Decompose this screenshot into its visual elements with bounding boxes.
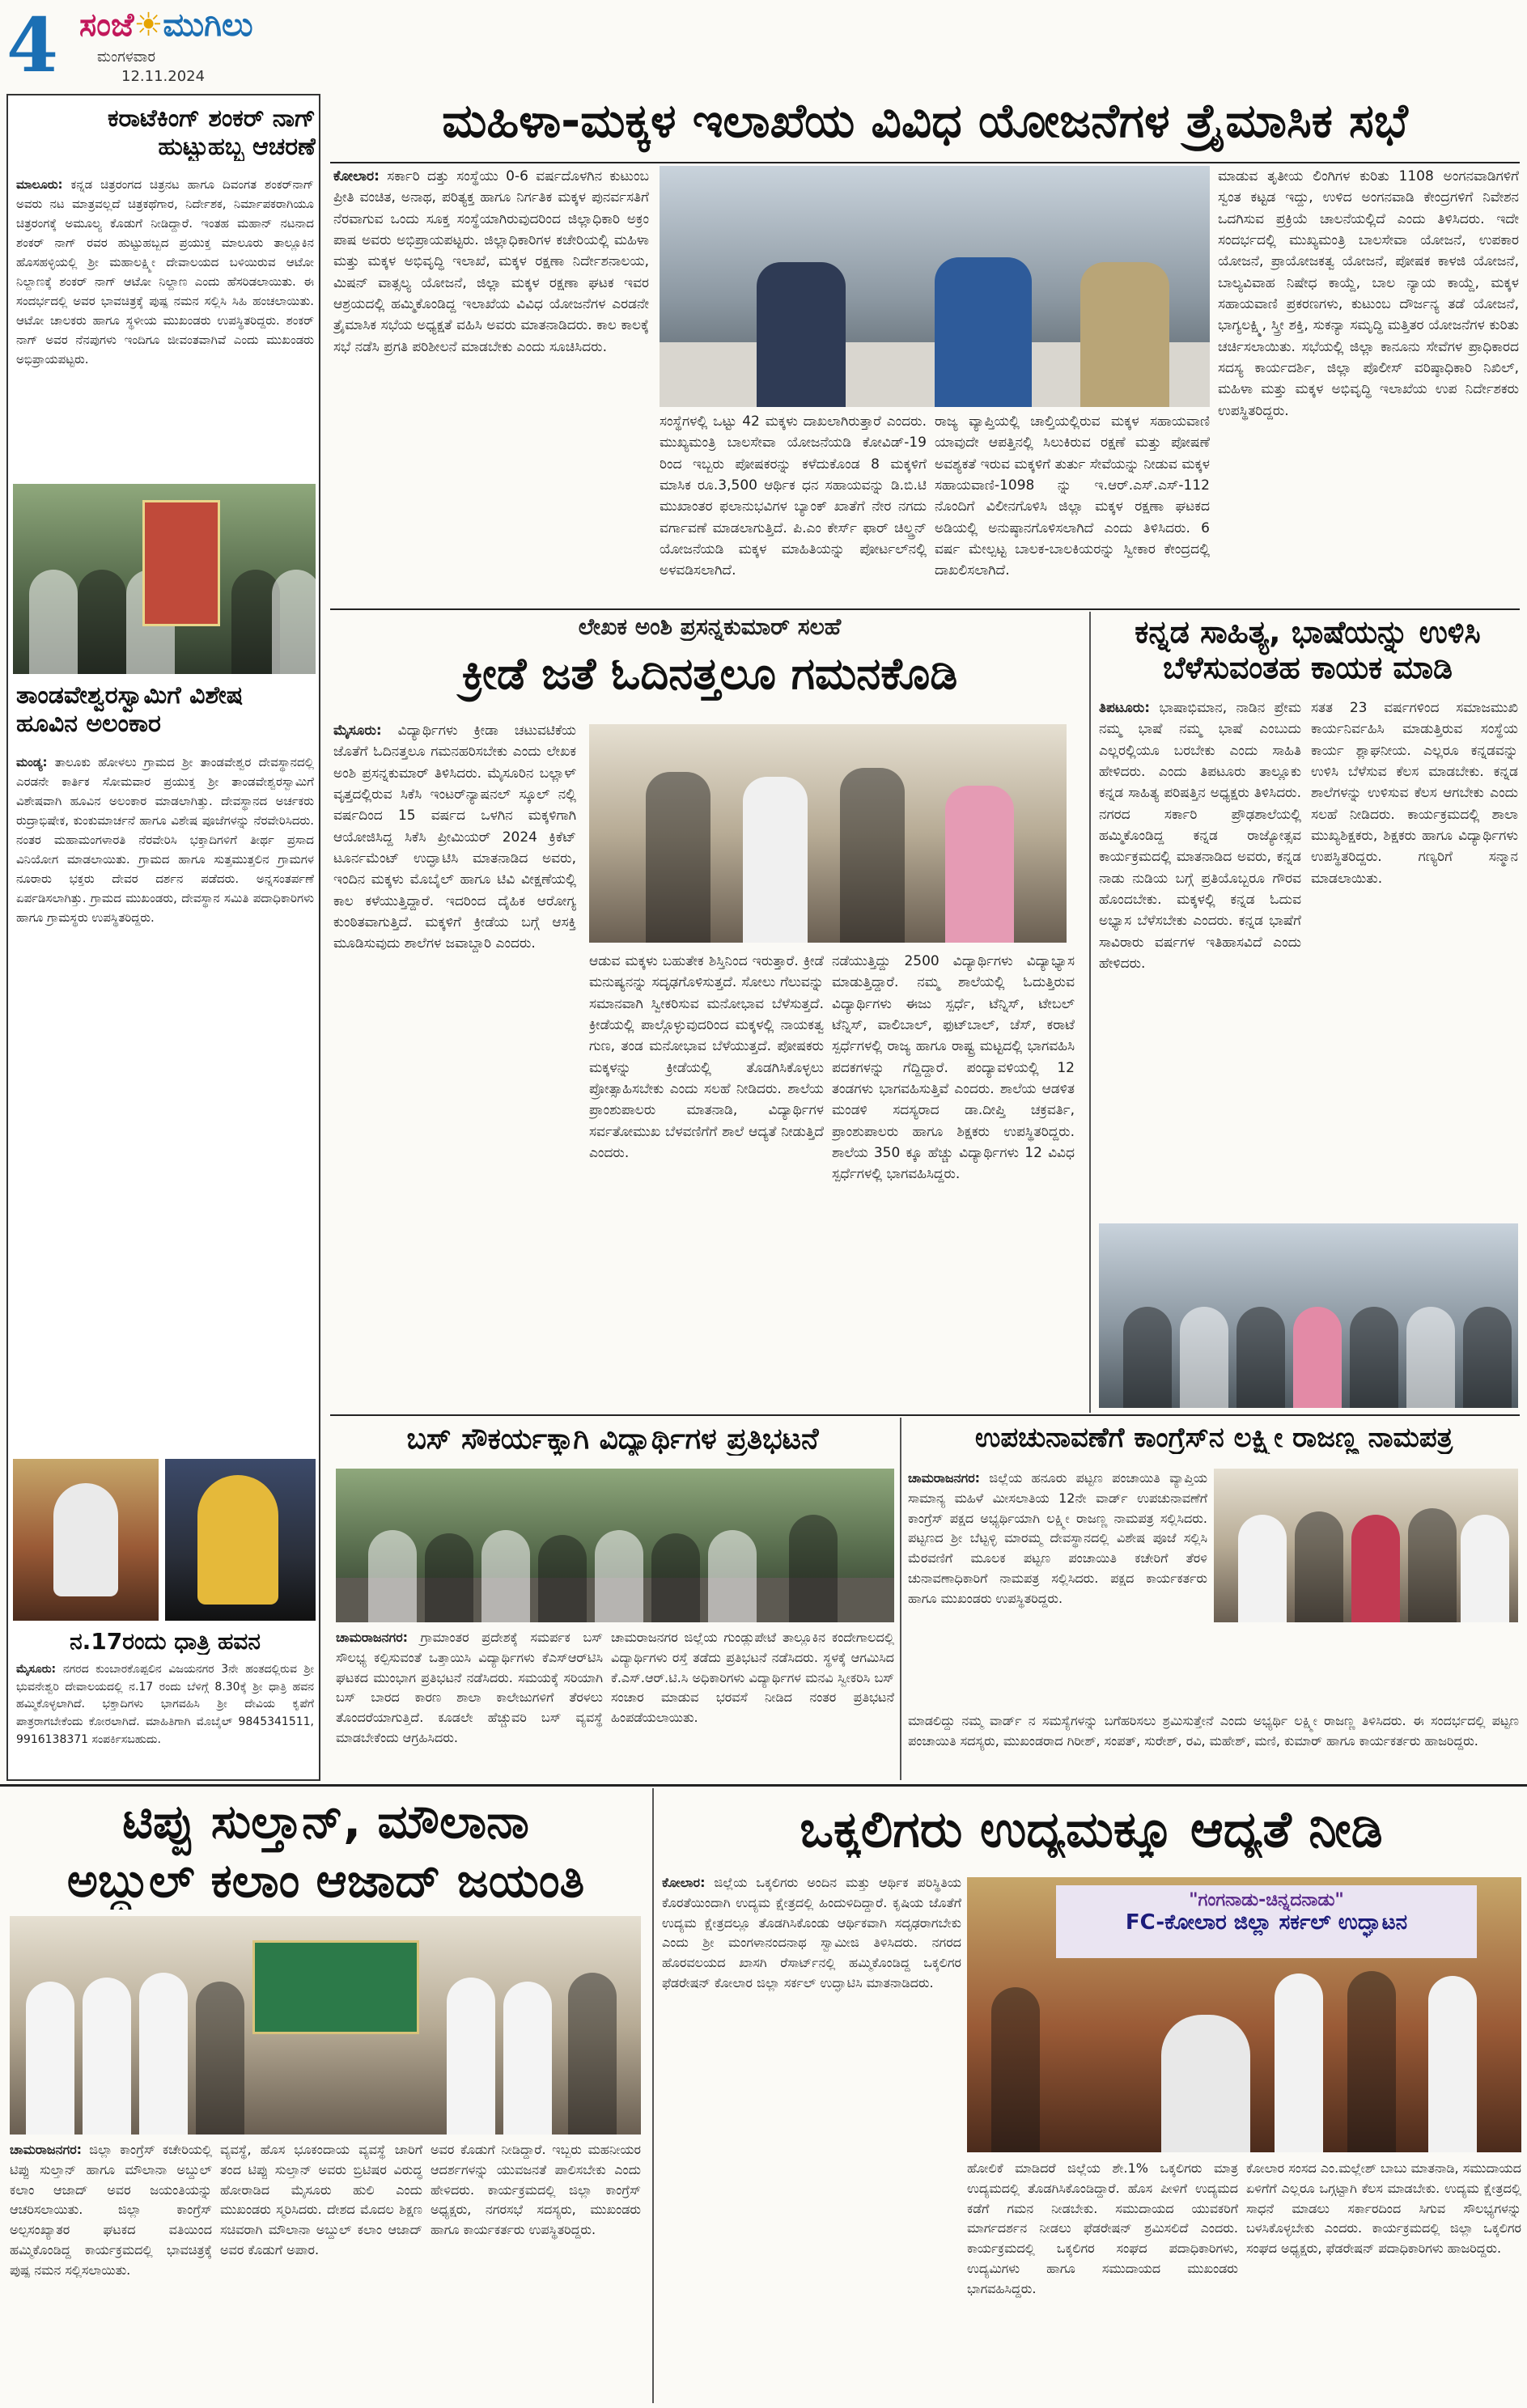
dateline: ಚಾಮರಾಜನಗರ: bbox=[10, 2142, 83, 2157]
kannada-headline bbox=[1097, 615, 1518, 685]
shankarnag-photo bbox=[13, 484, 316, 674]
dhatri-havana-headline: ನ.17ರಂದು ಧಾತ್ರಿ ಹವನ bbox=[70, 1629, 261, 1655]
column-separator bbox=[1089, 612, 1091, 1413]
top-story-col4: ಮಾಡುವ ತೃತೀಯ ಲಿಂಗಿಗಳ ಕುರಿತು 1108 ಅಂಗನವಾಡಿಗಳಿಗೆ ಸ್ವಂತ ಕಟ್ಟಡ ಇದ್ದು, ಉಳಿದ ಅಂಗನವಾಡಿ ಕೇಂದ್ರಗಳಿಗೆ ನಿವೇಶನ ಒದಗಿಸುವ ಪ್ರಕ್ರಿಯೆ ಚಾಲನೆಯಲ್ಲಿದೆ ಎಂದು ತಿಳಿಸಿದರು. ಇದೇ ಸಂದರ್ಭದಲ್ಲಿ ಮುಖ್ಯಮಂತ್ರಿ ಬಾಲಸೇವಾ ಯೋಜನೆ, ಉಪಕಾರ ಯೋಜನೆ, ಪ್ರಾಯೋಜಕತ್ವ ಯೋಜನೆ, ಪೋಷಕ ಕಾಳಜಿ ಯೋಜನೆ, ಬಾಲ್ಯವಿವಾಹ ನಿಷೇಧ ಕಾಯ್ದೆ, ಬಾಲ ನ್ಯಾಯ ಕಾಯ್ದೆ, ಮಕ್ಕಳ ಸಹಾಯವಾಣಿ ಪ್ರಕರಣಗಳು, ಕುಟುಂಬ ದೌರ್ಜನ್ಯ ತಡೆ ಯೋಜನೆ, ಭಾಗ್ಯಲಕ್ಷ್ಮಿ, ಸ್ತ್ರೀ ಶಕ್ತಿ, ಸುಕನ್ಯಾ ಸಮೃದ್ಧಿ ಮತ್ತಿತರ ಯೋಜನೆಗಳ ಕುರಿತು ಚರ್ಚಿಸಲಾಯಿತು. ಸಭೆಯಲ್ಲಿ ಜಿಲ್ಲಾ ಕಾನೂನು ಸೇವೆಗಳ ಪ್ರಾಧಿಕಾರದ ಸದಸ್ಯ ಕಾರ್ಯದರ್ಶಿ, ಜಿಲ್ಲಾ ಪೊಲೀಸ್ ವರಿಷ್ಠಾಧಿಕಾರಿ ನಿಖಿಲ್, ಮಹಿಳಾ ಮತ್ತು ಮಕ್ಕಳ ಅಭಿವೃದ್ಧಿ ಇಲಾಖೆಯ ಉಪ ನಿರ್ದೇಶಕರು ಉಪಸ್ಥಿತರಿದ್ದರು. bbox=[1218, 168, 1519, 419]
article-body: ಜಿಲ್ಲೆಯ ಒಕ್ಕಲಿಗರು ಅಂದಿನ ಮತ್ತು ಆರ್ಥಿಕ ಪರಿಸ್ಥಿತಿಯ ಕೊರತೆಯಿಂದಾಗಿ ಉದ್ಯಮ ಕ್ಷೇತ್ರದಲ್ಲಿ ಹಿಂದುಳಿದಿದ್ದಾರೆ. ಕೃಷಿಯ ಜೊತೆಗೆ ಉದ್ಯಮ ಕ್ಷೇತ್ರದಲ್ಲೂ ತೊಡಗಿಸಿಕೊಂಡು ಆರ್ಥಿಕವಾಗಿ ಸದೃಢರಾಗಬೇಕು ಎಂದು ಶ್ರೀ ಮಂಗಳಾನಂದನಾಥ ಸ್ವಾಮೀಜಿ ತಿಳಿಸಿದರು. ನಗರದ ಹೊರವಲಯದ ಖಾಸಗಿ ರೆಸಾರ್ಟ್‌ನಲ್ಲಿ ಹಮ್ಮಿಕೊಂಡಿದ್ದ ಒಕ್ಕಲಿಗರ ಫೆಡರೇಷನ್ ಕೋಲಾರ ಜಿಲ್ಲಾ ಸರ್ಕಲ್ ಉದ್ಘಾಟಿಸಿ ಮಾತನಾಡಿದರು. bbox=[662, 1875, 961, 1990]
bus-col1 bbox=[336, 1628, 603, 1778]
article-body: ಭಾಷಾಭಿಮಾನ, ನಾಡಿನ ಪ್ರೇಮ ನಮ್ಮ ಭಾಷೆ ನಮ್ಮ ಭಾಷೆ ಎಂಬುದು ಎಲ್ಲರಲ್ಲಿಯೂ ಬರಬೇಕು ಎಂದು ಸಾಹಿತಿ ಹೇಳಿದರು. ಎಂದು ತಿಪಟೂರು ತಾಲ್ಲೂಕು ಕನ್ನಡ ಸಾಹಿತ್ಯ ಪರಿಷತ್ತಿನ ಅಧ್ಯಕ್ಷರು ತಿಳಿಸಿದರು. ನಗರದ ಸರ್ಕಾರಿ ಪ್ರೌಢಶಾಲೆಯಲ್ಲಿ ಹಮ್ಮಿಕೊಂಡಿದ್ದ ಕನ್ನಡ ರಾಜ್ಯೋತ್ಸವ ಕಾರ್ಯಕ್ರಮದಲ್ಲಿ ಮಾತನಾಡಿದ ಅವರು, ಕನ್ನಡ ನಾಡು ನುಡಿಯ ಬಗ್ಗೆ ಪ್ರತಿಯೊಬ್ಬರೂ ಗೌರವ ಹೊಂದಬೇಕು. ಮಕ್ಕಳಲ್ಲಿ ಕನ್ನಡ ಓದುವ ಅಭ್ಯಾಸ ಬೆಳೆಸಬೇಕು ಎಂದರು. ಕನ್ನಡ ಭಾಷೆಗೆ ಸಾವಿರಾರು ವರ್ಷಗಳ ಇತಿಹಾಸವಿದೆ ಎಂದು ಹೇಳಿದರು. bbox=[1099, 700, 1301, 973]
article-body: ಕನ್ನಡ ಚಿತ್ರರಂಗದ ಚಿತ್ರನಟ ಹಾಗೂ ದಿವಂಗತ ಶಂಕರ್‌ನಾಗ್ ಅವರು ನಟ ಮಾತ್ರವಲ್ಲದೆ ಚಿತ್ರಕಥೆಗಾರ, ನಿರ್ದೇಶಕ, ನಿರ್ಮಾಪಕರಾಗಿಯೂ ಚಿತ್ರರಂಗಕ್ಕೆ ಅಮೂಲ್ಯ ಕೊಡುಗೆ ನೀಡಿದ್ದಾರೆ. ಇಂತಹ ಮಹಾನ್ ನಟನಾದ ಶಂಕರ್ ನಾಗ್ ರವರ ಹುಟ್ಟುಹಬ್ಬದ ಪ್ರಯುಕ್ತ ಮಾಲೂರು ತಾಲ್ಲೂಕಿನ ಹೊಸಹಳ್ಳಿಯಲ್ಲಿ ಶ್ರೀ ಮಹಾಲಕ್ಷ್ಮೀ ದೇವಾಲಯದ ಬಳಿಯಿರುವ ಆಟೋ ನಿಲ್ದಾಣಕ್ಕೆ ಶಂಕರ್ ನಾಗ್ ಆಟೋ ನಿಲ್ದಾಣ ಎಂದು ಹೆಸರಿಡಲಾಯಿತು. ಈ ಸಂದರ್ಭದಲ್ಲಿ ಅವರ ಭಾವಚಿತ್ರಕ್ಕೆ ಪುಷ್ಪ ನಮನ ಸಲ್ಲಿಸಿ ಸಿಹಿ ಹಂಚಲಾಯಿತು. ಆಟೋ ಚಾಲಕರು ಹಾಗೂ ಸ್ಥಳೀಯ ಮುಖಂಡರು ಉಪಸ್ಥಿತರಿದ್ದರು. ಶಂಕರ್ ನಾಗ್ ಅವರ ನೆನಪುಗಳು ಇಂದಿಗೂ ಜೀವಂತವಾಗಿವೆ ಎಂದು ಮುಖಂಡರು ಅಭಿಪ್ರಾಯಪಟ್ಟರು. bbox=[16, 177, 314, 367]
headline-line2: ಹುಟ್ಟುಹಬ್ಬ ಆಚರಣೆ bbox=[158, 132, 316, 161]
bus-headline: ಬಸ್ ಸೌಕರ್ಯಕ್ಕಾಗಿ ವಿದ್ಯಾರ್ಥಿಗಳ ಪ್ರತಿಭಟನೆ bbox=[406, 1422, 819, 1456]
dateline: ಮೈಸೂರು: bbox=[16, 1663, 57, 1676]
left-column bbox=[6, 94, 320, 1781]
congress-headline: ಉಪಚುನಾವಣೆಗೆ ಕಾಂಗ್ರೆಸ್‌ನ ಲಕ್ಷ್ಮೀ ರಾಜಣ್ಣ ನಾಮಪತ್ರ bbox=[974, 1422, 1453, 1454]
tippu-col2: ವ್ಯವಸ್ಥೆ, ಹೊಸ ಭೂಕಂದಾಯ ವ್ಯವಸ್ಥೆ ಜಾರಿಗೆ ತಂದ ಟಿಪ್ಪು ಸುಲ್ತಾನ್ ಅವರು ಬ್ರಿಟಿಷರ ವಿರುದ್ಧ ಹೋರಾಡಿದ ಮೈಸೂರು ಹುಲಿ ಎಂದು ಮುಖಂಡರು ಸ್ಮರಿಸಿದರು. ದೇಶದ ಮೊದಲ ಶಿಕ್ಷಣ ಸಚಿವರಾಗಿ ಮೌಲಾನಾ ಅಬ್ದುಲ್ ಕಲಾಂ ಆಜಾದ್ ಅವರ ಕೊಡುಗೆ ಅಪಾರ. bbox=[220, 2142, 422, 2258]
tandaveshwara-article bbox=[16, 752, 314, 1452]
weekday: ಮಂಗಳವಾರ bbox=[97, 49, 156, 66]
nomination-photo bbox=[1214, 1469, 1518, 1622]
article-body: ಸರ್ಕಾರಿ ದತ್ತು ಸಂಸ್ಥೆಯು 0-6 ವರ್ಷದೊಳಗಿನ ಕುಟುಂಬ ಪ್ರೀತಿ ವಂಚಿತ, ಅನಾಥ, ಪರಿತ್ಯಕ್ತ ಹಾಗೂ ನಿರ್ಗತಿಕ ಮಕ್ಕಳ ಪುನರ್ವಸತಿಗೆ ನೆರವಾಗುವ ಒಂದು ಸೂಕ್ತ ಸಂಸ್ಥೆಯಾಗಿರುವುದರಿಂದ ಜಿಲ್ಲಾಧಿಕಾರಿ ಅಕ್ರಂ ಪಾಷ ಅವರು ಅಭಿಪ್ರಾಯಪಟ್ಟರು. ಜಿಲ್ಲಾಧಿಕಾರಿಗಳ ಕಚೇರಿಯಲ್ಲಿ ಮಹಿಳಾ ಮತ್ತು ಮಕ್ಕಳ ಅಭಿವೃದ್ಧಿ ಇಲಾಖೆ, ಮಕ್ಕಳ ರಕ್ಷಣಾ ನಿರ್ದೇಶನಾಲಯ, ಮಿಷನ್ ವಾತ್ಸಲ್ಯ ಯೋಜನೆ, ಜಿಲ್ಲಾ ಮಕ್ಕಳ ರಕ್ಷಣಾ ಘಟಕ ಇವರ ಆಶ್ರಯದಲ್ಲಿ ಹಮ್ಮಿಕೊಂಡಿದ್ದ ಇಲಾಖೆಯ ವಿವಿಧ ಯೋಜನೆಗಳ ಎರಡನೇ ತ್ರೈಮಾಸಿಕ ಸಭೆಯ ಅಧ್ಯಕ್ಷತೆ ವಹಿಸಿ ಅವರು ಮಾತನಾಡಿದರು. ಕಾಲ ಕಾಲಕ್ಕೆ ಸಭೆ ನಡೆಸಿ ಪ್ರಗತಿ ಪರಿಶೀಲನೆ ಮಾಡಬೇಕು ಎಂದು ಸೂಚಿಸಿದರು. bbox=[333, 168, 649, 355]
okkaliga-event-photo bbox=[967, 1877, 1521, 2152]
deity-photo-1 bbox=[13, 1459, 159, 1621]
sports-kicker: ಲೇಖಕ ಅಂಶಿ ಪ್ರಸನ್ನಕುಮಾರ್ ಸಲಹೆ bbox=[578, 613, 842, 640]
dateline: ಮಾಲೂರು: bbox=[16, 177, 63, 192]
section-divider bbox=[330, 1414, 1520, 1416]
headline-line1: ಟಿಪ್ಪು ಸುಲ್ತಾನ್, ಮೌಲಾನಾ bbox=[122, 1794, 529, 1849]
headline-line1: ಕನ್ನಡ ಸಾಹಿತ್ಯ, ಭಾಷೆಯನ್ನು ಉಳಿಸಿ bbox=[1135, 615, 1481, 650]
congress-col2: ಮಾಡಲಿದ್ದು ನಮ್ಮ ವಾರ್ಡ್ ನ ಸಮಸ್ಯೆಗಳನ್ನು ಬಗೆಹರಿಸಲು ಶ್ರಮಿಸುತ್ತೇನೆ ಎಂದು ಅಭ್ಯರ್ಥಿ ಲಕ್ಷ್ಮೀ ರಾಜಣ್ಣ ತಿಳಿಸಿದರು. ಈ ಸಂದರ್ಭದಲ್ಲಿ ಪಟ್ಟಣ ಪಂಚಾಯಿತಿ ಸದಸ್ಯರು, ಮುಖಂಡರಾದ ಗಿರೀಶ್, ಸಂಪತ್, ಸುರೇಶ್, ರವಿ, ಮಹೇಶ್, ಮಣಿ, ಕುಮಾರ್ ಹಾಗೂ ಕಾರ್ಯಕರ್ತರು ಹಾಜರಿದ್ದರು. bbox=[908, 1713, 1519, 1749]
section-divider bbox=[0, 1784, 1527, 1787]
okkaliga-col3: ಕೋಲಾರ ಸಂಸದ ಎಂ.ಮಲ್ಲೇಶ್ ಬಾಬು ಮಾತನಾಡಿ, ಸಮುದಾಯದ ಏಳಿಗೆಗೆ ಎಲ್ಲರೂ ಒಗ್ಗಟ್ಟಾಗಿ ಕೆಲಸ ಮಾಡಬೇಕು. ಉದ್ಯಮ ಕ್ಷೇತ್ರದಲ್ಲಿ ಸಾಧನೆ ಮಾಡಲು ಸರ್ಕಾರದಿಂದ ಸಿಗುವ ಸೌಲಭ್ಯಗಳನ್ನು ಬಳಸಿಕೊಳ್ಳಬೇಕು ಎಂದರು. ಕಾರ್ಯಕ್ರಮದಲ್ಲಿ ಜಿಲ್ಲಾ ಒಕ್ಕಲಿಗರ ಸಂಘದ ಅಧ್ಯಕ್ಷರು, ಫೆಡರೇಷನ್ ಪದಾಧಿಕಾರಿಗಳು ಹಾಜರಿದ್ದರು. bbox=[1246, 2160, 1521, 2257]
article-body: ಜಿಲ್ಲೆಯ ಹನೂರು ಪಟ್ಟಣ ಪಂಚಾಯಿತಿ ವ್ಯಾಪ್ತಿಯ ಸಾಮಾನ್ಯ ಮಹಿಳೆ ಮೀಸಲಾತಿಯ 12ನೇ ವಾರ್ಡ್ ಉಪಚುನಾವಣೆಗೆ ಕಾಂಗ್ರೆಸ್ ಪಕ್ಷದ ಅಭ್ಯರ್ಥಿಯಾಗಿ ಲಕ್ಷ್ಮೀ ರಾಜಣ್ಣ ನಾಮಪತ್ರ ಸಲ್ಲಿಸಿದರು. ಪಟ್ಟಣದ ಶ್ರೀ ಬೆಟ್ಟಳ್ಳಿ ಮಾರಮ್ಮ ದೇವಸ್ಥಾನದಲ್ಲಿ ವಿಶೇಷ ಪೂಜೆ ಸಲ್ಲಿಸಿ ಮೆರವಣಿಗೆ ಮೂಲಕ ಪಟ್ಟಣ ಪಂಚಾಯಿತಿ ಕಚೇರಿಗೆ ತೆರಳಿ ಚುನಾವಣಾಧಿಕಾರಿಗೆ ನಾಮಪತ್ರ ಸಲ್ಲಿಸಿದರು. ಪಕ್ಷದ ಕಾರ್ಯಕರ್ತರು ಹಾಗೂ ಮುಖಂಡರು ಉಪಸ್ಥಿತರಿದ್ದರು. bbox=[908, 1470, 1207, 1606]
dateline: ತಿಪಟೂರು: bbox=[1099, 700, 1151, 716]
brand-part1: ಸಂಜೆ bbox=[79, 6, 134, 44]
sports-headline: ಕ್ರೀಡೆ ಜತೆ ಓದಿನತ್ತಲೂ ಗಮನಕೊಡಿ bbox=[461, 649, 958, 699]
issue-date: 12.11.2024 bbox=[121, 68, 206, 85]
dateline: ಮಂಡ್ಯ: bbox=[16, 755, 48, 769]
headline-line1: ತಾಂಡವೇಶ್ವರಸ್ವಾಮಿಗೆ ವಿಶೇಷ bbox=[16, 682, 244, 710]
kannada-col1 bbox=[1099, 697, 1301, 1215]
top-story-col2: ಸಂಸ್ಥೆಗಳಲ್ಲಿ ಒಟ್ಟು 42 ಮಕ್ಕಳು ದಾಖಲಾಗಿರುತ್ತಾರೆ ಎಂದರು. ಮುಖ್ಯಮಂತ್ರಿ ಬಾಲಸೇವಾ ಯೋಜನೆಯಡಿ ಕೋವಿಡ್-19 ರಿಂದ ಇಬ್ಬರು ಪೋಷಕರನ್ನು ಕಳೆದುಕೊಂಡ 8 ಮಕ್ಕಳಿಗೆ ಮಾಸಿಕ ರೂ.3,500 ಆರ್ಥಿಕ ಧನ ಸಹಾಯವನ್ನು ಡಿ.ಬಿ.ಟಿ ಮುಖಾಂತರ ಫಲಾನುಭವಿಗಳ ಬ್ಯಾಂಕ್ ಖಾತೆಗೆ ನೇರ ನಗದು ವರ್ಗಾವಣೆ ಮಾಡಲಾಗುತ್ತಿದೆ. ಪಿ.ಎಂ ಕೇರ್ಸ್ ಫಾರ್ ಚಿಲ್ಡ್ರನ್ ಯೋಜನೆಯಡಿ ಮಕ್ಕಳ ಮಾಹಿತಿಯನ್ನು ಪೋರ್ಟಲ್‌ನಲ್ಲಿ ಅಳವಡಿಸಲಾಗಿದೆ. bbox=[660, 413, 927, 579]
top-story-headline: ಮಹಿಳಾ-ಮಕ್ಕಳ ಇಲಾಖೆಯ ವಿವಿಧ ಯೋಜನೆಗಳ ತ್ರೈಮಾಸಿಕ ಸಭೆ bbox=[442, 94, 1408, 148]
congress-col1 bbox=[908, 1469, 1207, 1711]
top-story-col1 bbox=[333, 166, 649, 603]
sports-col1 bbox=[333, 720, 576, 1408]
headline-line1: ಕರಾಟೆಕಿಂಗ್ ಶಂಕರ್ ನಾಗ್ bbox=[107, 105, 316, 133]
sports-col2: ಆಡುವ ಮಕ್ಕಳು ಬಹುತೇಕ ಶಿಸ್ತಿನಿಂದ ಇರುತ್ತಾರೆ. ಕ್ರೀಡೆ ಮನುಷ್ಯನನ್ನು ಸದೃಢಗೊಳಿಸುತ್ತದೆ. ಸೋಲು ಗೆಲುವನ್ನು ಸಮಾನವಾಗಿ ಸ್ವೀಕರಿಸುವ ಮನೋಭಾವ ಬೆಳೆಸುತ್ತದೆ. ಕ್ರೀಡೆಯಲ್ಲಿ ಪಾಲ್ಗೊಳ್ಳುವುದರಿಂದ ಮಕ್ಕಳಲ್ಲಿ ನಾಯಕತ್ವ ಗುಣ, ತಂಡ ಮನೋಭಾವ ಬೆಳೆಯುತ್ತದೆ. ಪೋಷಕರು ಮಕ್ಕಳನ್ನು ಕ್ರೀಡೆಯಲ್ಲಿ ತೊಡಗಿಸಿಕೊಳ್ಳಲು ಪ್ರೋತ್ಸಾಹಿಸಬೇಕು ಎಂದು ಸಲಹೆ ನೀಡಿದರು. ಶಾಲೆಯ ಪ್ರಾಂಶುಪಾಲರು ಮಾತನಾಡಿ, ವಿದ್ಯಾರ್ಥಿಗಳ ಸರ್ವತೋಮುಖ ಬೆಳವಣಿಗೆಗೆ ಶಾಲೆ ಆದ್ಯತೆ ನೀಡುತ್ತಿದೆ ಎಂದರು. bbox=[589, 953, 824, 1162]
tippu-jayanti-photo bbox=[10, 1916, 641, 2135]
okkaliga-col2: ಹೋಲಿಕೆ ಮಾಡಿದರೆ ಜಿಲ್ಲೆಯ ಶೇ.1% ಒಕ್ಕಲಿಗರು ಮಾತ್ರ ಉದ್ಯಮದಲ್ಲಿ ತೊಡಗಿಸಿಕೊಂಡಿದ್ದಾರೆ. ಹೊಸ ಪೀಳಿಗೆ ಉದ್ಯಮದ ಕಡೆಗೆ ಗಮನ ನೀಡಬೇಕು. ಸಮುದಾಯದ ಯುವಕರಿಗೆ ಮಾರ್ಗದರ್ಶನ ನೀಡಲು ಫೆಡರೇಷನ್ ಶ್ರಮಿಸಲಿದೆ ಎಂದರು. ಕಾರ್ಯಕ್ರಮದಲ್ಲಿ ಒಕ್ಕಲಿಗರ ಸಂಘದ ಪದಾಧಿಕಾರಿಗಳು, ಉದ್ಯಮಿಗಳು ಹಾಗೂ ಸಮುದಾಯದ ಮುಖಂಡರು ಭಾಗವಹಿಸಿದ್ದರು. bbox=[967, 2160, 1238, 2296]
page-number: 4 bbox=[6, 2, 59, 89]
article-body: ಜಿಲ್ಲಾ ಕಾಂಗ್ರೆಸ್ ಕಚೇರಿಯಲ್ಲಿ ಟಿಪ್ಪು ಸುಲ್ತಾನ್ ಹಾಗೂ ಮೌಲಾನಾ ಅಬ್ದುಲ್ ಕಲಾಂ ಆಜಾದ್ ಅವರ ಜಯಂತಿಯನ್ನು ಆಚರಿಸಲಾಯಿತು. ಜಿಲ್ಲಾ ಕಾಂಗ್ರೆಸ್ ಅಲ್ಪಸಂಖ್ಯಾತರ ಘಟಕದ ವತಿಯಿಂದ ಹಮ್ಮಿಕೊಂಡಿದ್ದ ಕಾರ್ಯಕ್ರಮದಲ್ಲಿ ಭಾವಚಿತ್ರಕ್ಕೆ ಪುಷ್ಪ ನಮನ ಸಲ್ಲಿಸಲಾಯಿತು. bbox=[10, 2142, 212, 2278]
dateline: ಕೋಲಾರ: bbox=[333, 168, 380, 184]
okkaliga-headline: ಒಕ್ಕಲಿಗರು ಉದ್ಯಮಕ್ಕೂ ಆದ್ಯತೆ ನೀಡಿ bbox=[800, 1800, 1383, 1859]
article-body: ಗ್ರಾಮಾಂತರ ಪ್ರದೇಶಕ್ಕೆ ಸಮರ್ಪಕ ಬಸ್ ಸೌಲಭ್ಯ ಕಲ್ಪಿಸುವಂತೆ ಒತ್ತಾಯಿಸಿ ವಿದ್ಯಾರ್ಥಿಗಳು ಕೆಎಸ್‌ಆರ್‌ಟಿಸಿ ಘಟಕದ ಮುಂಭಾಗ ಪ್ರತಿಭಟನೆ ನಡೆಸಿದರು. ಸಮಯಕ್ಕೆ ಸರಿಯಾಗಿ ಬಸ್ ಬಾರದ ಕಾರಣ ಶಾಲಾ ಕಾಲೇಜುಗಳಿಗೆ ತೆರಳಲು ತೊಂದರೆಯಾಗುತ್ತಿದೆ. ಕೂಡಲೇ ಹೆಚ್ಚುವರಿ ಬಸ್ ವ್ಯವಸ್ಥೆ ಮಾಡಬೇಕೆಂದು ಆಗ್ರಹಿಸಿದರು. bbox=[336, 1630, 603, 1745]
dateline: ಚಾಮರಾಜನಗರ: bbox=[908, 1470, 981, 1486]
tandaveshwara-headline bbox=[16, 682, 314, 738]
top-story-rule bbox=[330, 162, 1520, 163]
sports-col3: ನಡೆಯುತ್ತಿದ್ದು 2500 ವಿದ್ಯಾರ್ಥಿಗಳು ವಿದ್ಯಾಭ್ಯಾಸ ಮಾಡುತ್ತಿದ್ದಾರೆ. ನಮ್ಮ ಶಾಲೆಯಲ್ಲಿ ಓದುತ್ತಿರುವ ವಿದ್ಯಾರ್ಥಿಗಳು ಈಜು ಸ್ಪರ್ಧೆ, ಟೆನ್ನಿಸ್, ಟೇಬಲ್ ಟೆನ್ನಿಸ್, ವಾಲಿಬಾಲ್, ಫುಟ್‌ಬಾಲ್, ಚೆಸ್, ಕರಾಟೆ ಸ್ಪರ್ಧೆಗಳಲ್ಲಿ ರಾಜ್ಯ ಹಾಗೂ ರಾಷ್ಟ್ರ ಮಟ್ಟದಲ್ಲಿ ಭಾಗವಹಿಸಿ ಪದಕಗಳನ್ನು ಗೆದ್ದಿದ್ದಾರೆ. ಪಂದ್ಯಾವಳಿಯಲ್ಲಿ 12 ತಂಡಗಳು ಭಾಗವಹಿಸುತ್ತಿವೆ ಎಂದರು. ಶಾಲೆಯ ಆಡಳಿತ ಮಂಡಳಿ ಸದಸ್ಯರಾದ ಡಾ.ದೀಪ್ತಿ ಚಕ್ರವರ್ತಿ, ಪ್ರಾಂಶುಪಾಲರು ಹಾಗೂ ಶಿಕ್ಷಕರು ಉಪಸ್ಥಿತರಿದ್ದರು. ಶಾಲೆಯ 350 ಕ್ಕೂ ಹೆಚ್ಚು ವಿದ್ಯಾರ್ಥಿಗಳು 12 ವಿವಿಧ ಸ್ಪರ್ಧೆಗಳಲ್ಲಿ ಭಾಗವಹಿಸಿದ್ದರು. bbox=[832, 953, 1075, 1183]
dateline: ಮೈಸೂರು: bbox=[333, 723, 382, 739]
masthead bbox=[0, 0, 324, 91]
tippu-col1 bbox=[10, 2140, 212, 2403]
banner-line2: FC-ಕೋಲಾರ ಜಿಲ್ಲಾ ಸರ್ಕಲ್ ಉದ್ಘಾಟನ bbox=[1125, 1910, 1408, 1935]
shankarnag-article bbox=[16, 175, 314, 474]
kannada-col2: ಸತತ 23 ವರ್ಷಗಳಿಂದ ಸಮಾಜಮುಖಿ ಕಾರ್ಯನಿರ್ವಹಿಸಿ ಮಾಡುತ್ತಿರುವ ಸಂಸ್ಥೆಯ ಕಾರ್ಯ ಶ್ಲಾಘನೀಯ. ಎಲ್ಲರೂ ಕನ್ನಡವನ್ನು ಉಳಿಸಿ ಬೆಳೆಸುವ ಕೆಲಸ ಮಾಡಬೇಕು. ಕನ್ನಡ ಶಾಲೆಗಳನ್ನು ಉಳಿಸುವ ಕೆಲಸ ಆಗಬೇಕು ಎಂದು ಸಲಹೆ ನೀಡಿದರು. ಕಾರ್ಯಕ್ರಮದಲ್ಲಿ ಶಾಲಾ ಮುಖ್ಯಶಿಕ್ಷಕರು, ಶಿಕ್ಷಕರು ಹಾಗೂ ವಿದ್ಯಾರ್ಥಿಗಳು ಉಪಸ್ಥಿತರಿದ್ದರು. ಗಣ್ಯರಿಗೆ ಸನ್ಮಾನ ಮಾಡಲಾಯಿತು. bbox=[1311, 700, 1518, 887]
top-story-col3: ರಾಜ್ಯ ವ್ಯಾಪ್ತಿಯಲ್ಲಿ ಚಾಲ್ತಿಯಲ್ಲಿರುವ ಮಕ್ಕಳ ಸಹಾಯವಾಣಿ ಯಾವುದೇ ಆಪತ್ತಿನಲ್ಲಿ ಸಿಲುಕಿರುವ ರಕ್ಷಣೆ ಮತ್ತು ಪೋಷಣೆ ಅವಶ್ಯಕತೆ ಇರುವ ಮಕ್ಕಳಿಗೆ ತುರ್ತು ಸೇವೆಯನ್ನು ನೀಡುವ ಮಕ್ಕಳ ಸಹಾಯವಾಣಿ-1098 ನ್ನು ಇ.ಆರ್.ಎಸ್.ಎಸ್-112 ನೊಂದಿಗೆ ವಿಲೀನಗೊಳಿಸಿ ಜಿಲ್ಲಾ ಮಕ್ಕಳ ರಕ್ಷಣಾ ಘಟಕದ ಅಡಿಯಲ್ಲಿ ಅನುಷ್ಠಾನಗೊಳಿಸಲಾಗಿದೆ ಎಂದು ತಿಳಿಸಿದರು. 6 ವರ್ಷ ಮೇಲ್ಪಟ್ಟ ಬಾಲಕ-ಬಾಲಕಿಯರನ್ನು ಸ್ವೀಕಾರ ಕೇಂದ್ರದಲ್ಲಿ ದಾಖಲಿಸಲಾಗಿದೆ. bbox=[935, 413, 1210, 579]
shankarnag-headline bbox=[32, 105, 316, 161]
event-banner bbox=[1056, 1885, 1477, 1958]
headline-line2: ಬೆಳೆಸುವಂತಹ ಕಾಯಕ ಮಾಡಿ bbox=[1163, 649, 1453, 685]
kannada-event-photo bbox=[1099, 1223, 1518, 1408]
article-body: ನಗರದ ಕುಂಬಾರಕೊಪ್ಪಲಿನ ವಿಜಯನಗರ 3ನೇ ಹಂತದಲ್ಲಿರುವ ಶ್ರೀ ಭುವನೇಶ್ವರಿ ದೇವಾಲಯದಲ್ಲಿ ನ.17 ರಂದು ಬೆಳಿಗ್ಗೆ 8.30ಕ್ಕೆ ಶ್ರೀ ಧಾತ್ರಿ ಹವನ ಹಮ್ಮಿಕೊಳ್ಳಲಾಗಿದೆ. ಭಕ್ತಾದಿಗಳು ಭಾಗವಹಿಸಿ ಶ್ರೀ ದೇವಿಯ ಕೃಪೆಗೆ ಪಾತ್ರರಾಗಬೇಕೆಂದು ಕೋರಲಾಗಿದೆ. ಮಾಹಿತಿಗಾಗಿ ಮೊಬೈಲ್ 9845341511, 9916138371 ಸಂಪರ್ಕಿಸಬಹುದು. bbox=[16, 1663, 314, 1746]
bus-col2: ಚಾಮರಾಜನಗರ ಜಿಲ್ಲೆಯ ಗುಂಡ್ಲುಪೇಟೆ ತಾಲ್ಲೂಕಿನ ಕಂದೇಗಾಲದಲ್ಲಿ ವಿದ್ಯಾರ್ಥಿಗಳು ರಸ್ತೆ ತಡೆದು ಪ್ರತಿಭಟನೆ ನಡೆಸಿದರು. ಸ್ಥಳಕ್ಕೆ ಆಗಮಿಸಿದ ಕೆ.ಎಸ್.ಆರ್.ಟಿ.ಸಿ ಅಧಿಕಾರಿಗಳು ವಿದ್ಯಾರ್ಥಿಗಳ ಮನವಿ ಸ್ವೀಕರಿಸಿ ಬಸ್ ಸಂಚಾರ ಮಾಡುವ ಭರವಸೆ ನೀಡಿದ ನಂತರ ಪ್ರತಿಭಟನೆ ಹಿಂಪಡೆಯಲಾಯಿತು. bbox=[611, 1630, 894, 1726]
okkaliga-col1 bbox=[662, 1873, 961, 2407]
dhatri-havana-article bbox=[16, 1661, 314, 1778]
headline-line2: ಅಬ್ದುಲ್ ಕಲಾಂ ಆಜಾದ್ ಜಯಂತಿ bbox=[66, 1852, 585, 1908]
column-separator bbox=[900, 1418, 901, 1780]
sports-photo bbox=[589, 724, 1067, 943]
article-body: ತಾಲೂಕು ಹೋಳಲು ಗ್ರಾಮದ ಶ್ರೀ ತಾಂಡವೇಶ್ವರ ದೇವಸ್ಥಾನದಲ್ಲಿ ಎರಡನೇ ಕಾರ್ತಿಕ ಸೋಮವಾರ ಪ್ರಯುಕ್ತ ಶ್ರೀ ತಾಂಡವೇಶ್ವರಸ್ವಾಮಿಗೆ ವಿಶೇಷವಾಗಿ ಹೂವಿನ ಅಲಂಕಾರ ಮಾಡಲಾಗಿತ್ತು. ದೇವಸ್ಥಾನದ ಅರ್ಚಕರು ರುದ್ರಾಭಿಷೇಕ, ಕುಂಕುಮಾರ್ಚನೆ ಹಾಗೂ ವಿಶೇಷ ಪೂಜೆಗಳನ್ನು ನೆರವೇರಿಸಿದರು. ನಂತರ ಮಹಾಮಂಗಳಾರತಿ ನೆರವೇರಿಸಿ ಭಕ್ತಾದಿಗಳಿಗೆ ತೀರ್ಥ ಪ್ರಸಾದ ವಿನಿಯೋಗ ಮಾಡಲಾಯಿತು. ಗ್ರಾಮದ ಹಾಗೂ ಸುತ್ತಮುತ್ತಲಿನ ಗ್ರಾಮಗಳ ನೂರಾರು ಭಕ್ತರು ದೇವರ ದರ್ಶನ ಪಡೆದರು. ಅನ್ನಸಂತರ್ಪಣೆ ಏರ್ಪಡಿಸಲಾಗಿತ್ತು. ಗ್ರಾಮದ ಮುಖಂಡರು, ದೇವಸ್ಥಾನ ಸಮಿತಿ ಪದಾಧಿಕಾರಿಗಳು ಹಾಗೂ ಗ್ರಾಮಸ್ಥರು ಉಪಸ್ಥಿತರಿದ್ದರು. bbox=[16, 755, 314, 925]
newspaper-logo bbox=[79, 6, 253, 44]
deity-photo-2 bbox=[165, 1459, 316, 1621]
dateline: ಚಾಮರಾಜನಗರ: bbox=[336, 1630, 409, 1645]
banner-line1: "ಗಂಗನಾಡು-ಚಿನ್ನದನಾಡು" bbox=[1189, 1890, 1344, 1910]
dateline: ಕೋಲಾರ: bbox=[662, 1875, 706, 1890]
headline-line2: ಹೂವಿನ ಅಲಂಕಾರ bbox=[16, 709, 161, 738]
sun-icon: ☀ bbox=[134, 6, 163, 44]
tippu-col3: ಅವರ ಕೊಡುಗೆ ನೀಡಿದ್ದಾರೆ. ಇಬ್ಬರು ಮಹನೀಯರ ಆದರ್ಶಗಳನ್ನು ಯುವಜನತೆ ಪಾಲಿಸಬೇಕು ಎಂದು ಹೇಳಿದರು. ಕಾರ್ಯಕ್ರಮದಲ್ಲಿ ಜಿಲ್ಲಾ ಕಾಂಗ್ರೆಸ್ ಅಧ್ಯಕ್ಷರು, ನಗರಸಭೆ ಸದಸ್ಯರು, ಮುಖಂಡರು ಹಾಗೂ ಕಾರ್ಯಕರ್ತರು ಉಪಸ್ಥಿತರಿದ್ದರು. bbox=[431, 2142, 641, 2238]
section-divider bbox=[330, 608, 1520, 610]
tippu-headline bbox=[8, 1792, 643, 1910]
brand-part2: ಮುಗಿಲು bbox=[163, 6, 253, 44]
meeting-photo bbox=[660, 166, 1210, 407]
article-body: ವಿದ್ಯಾರ್ಥಿಗಳು ಕ್ರೀಡಾ ಚಟುವಟಿಕೆಯ ಜೊತೆಗೆ ಓದಿನತ್ತಲೂ ಗಮನಹರಿಸಬೇಕು ಎಂದು ಲೇಖಕ ಅಂಶಿ ಪ್ರಸನ್ನಕುಮಾರ್ ತಿಳಿಸಿದರು. ಮೈಸೂರಿನ ಬಲ್ಲಾಳ್ ವೃತ್ತದಲ್ಲಿರುವ ಸಿಕೆಸಿ ಇಂಟರ್‌ನ್ಯಾಷನಲ್ ಸ್ಕೂಲ್ ನಲ್ಲಿ ವರ್ಷದಿಂದ 15 ವರ್ಷದ ಒಳಗಿನ ಮಕ್ಕಳಿಗಾಗಿ ಆಯೋಜಿಸಿದ್ದ ಸಿಕೆಸಿ ಪ್ರೀಮಿಯರ್ 2024 ಕ್ರಿಕೆಟ್ ಟೂರ್ನಮೆಂಟ್ ಉದ್ಘಾಟಿಸಿ ಮಾತನಾಡಿದ ಅವರು, ಇಂದಿನ ಮಕ್ಕಳು ಮೊಬೈಲ್ ಹಾಗೂ ಟಿವಿ ವೀಕ್ಷಣೆಯಲ್ಲಿ ಕಾಲ ಕಳೆಯುತ್ತಿದ್ದಾರೆ. ಇದರಿಂದ ದೈಹಿಕ ಆರೋಗ್ಯ ಕುಂಠಿತವಾಗುತ್ತಿದೆ. ಮಕ್ಕಳಿಗೆ ಕ್ರೀಡೆಯ ಬಗ್ಗೆ ಆಸಕ್ತಿ ಮೂಡಿಸುವುದು ಶಾಲೆಗಳ ಜವಾಬ್ದಾರಿ ಎಂದರು. bbox=[333, 723, 576, 952]
bus-protest-photo bbox=[336, 1469, 894, 1622]
column-separator bbox=[652, 1788, 654, 2403]
